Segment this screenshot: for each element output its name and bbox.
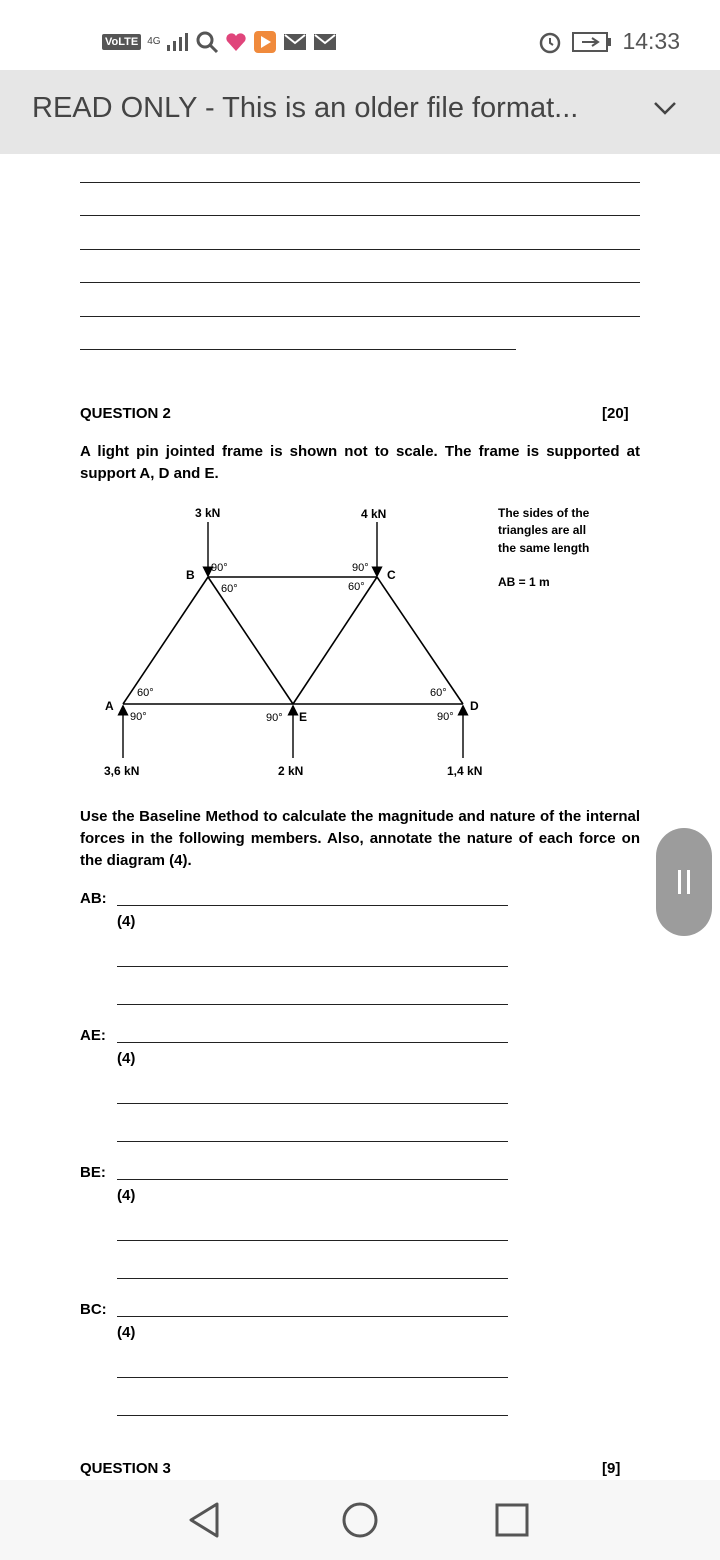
battery-icon (572, 31, 612, 53)
chevron-down-icon[interactable] (652, 98, 678, 118)
member-bc-marks: (4) (117, 1324, 136, 1341)
read-only-banner[interactable] (0, 70, 720, 154)
member-ab-label: AB: (80, 890, 107, 907)
answer-line[interactable] (117, 1377, 508, 1378)
back-icon[interactable] (185, 1500, 225, 1540)
grip-line (687, 870, 690, 894)
answer-line (80, 182, 640, 183)
truss-diagram (0, 500, 720, 800)
note-line-3: the same length (498, 541, 590, 555)
member-ab-marks: (4) (117, 913, 136, 930)
member-bc-label: BC: (80, 1301, 107, 1318)
answer-line[interactable] (117, 1179, 508, 1180)
search-icon (195, 30, 219, 54)
length-note: AB = 1 m (498, 575, 550, 589)
clock: 14:33 (622, 28, 680, 54)
note-line-1: The sides of the (498, 506, 590, 520)
load-b-label: 3 kN (195, 506, 221, 520)
answer-line[interactable] (117, 905, 508, 906)
angle-a-bot: 90° (130, 711, 147, 723)
answer-line[interactable] (117, 1004, 508, 1005)
home-icon[interactable] (340, 1500, 380, 1540)
node-b-label: B (186, 568, 195, 582)
answer-line (80, 215, 640, 216)
angle-d-in: 60° (430, 687, 447, 699)
reaction-d-label: 1,4 kN (447, 764, 483, 778)
volte-indicator: VoLTE (102, 34, 141, 50)
member-be-label: BE: (80, 1164, 106, 1181)
scroll-handle[interactable] (656, 828, 712, 936)
answer-line[interactable] (117, 1141, 508, 1142)
member-ab (123, 577, 208, 704)
answer-line (80, 249, 640, 250)
reaction-e-label: 2 kN (278, 764, 304, 778)
angle-d-bot: 90° (437, 711, 454, 723)
answer-line[interactable] (117, 966, 508, 967)
signal-icon (167, 33, 189, 51)
question-3-title: QUESTION 3 (80, 1460, 171, 1477)
member-ae-label: AE: (80, 1027, 106, 1044)
answer-line (80, 349, 516, 350)
alarm-icon (538, 30, 562, 54)
angle-c-in: 60° (348, 581, 365, 593)
reaction-a-label: 3,6 kN (104, 764, 140, 778)
member-be (208, 577, 293, 704)
recents-icon[interactable] (492, 1500, 532, 1540)
status-right (538, 28, 680, 55)
mail-icon-2 (313, 32, 337, 52)
answer-line[interactable] (117, 1278, 508, 1279)
question-2-title: QUESTION 2 (80, 405, 171, 422)
angle-c-top: 90° (352, 562, 369, 574)
status-left (102, 30, 337, 54)
question-3-marks: [9] (602, 1460, 621, 1477)
member-be-marks: (4) (117, 1187, 136, 1204)
node-c-label: C (387, 568, 396, 582)
angle-e-bot: 90° (266, 712, 283, 724)
banner-text: READ ONLY - This is an older file format... (32, 92, 579, 124)
mail-icon (283, 32, 307, 52)
grip-line (678, 870, 681, 894)
answer-line (80, 282, 640, 283)
load-c-label: 4 kN (361, 507, 387, 521)
network-type: 4G (147, 36, 161, 47)
play-store-icon (253, 30, 277, 54)
status-bar (0, 0, 720, 70)
member-ce (293, 577, 377, 704)
answer-line (80, 316, 640, 317)
answer-line[interactable] (117, 1103, 508, 1104)
angle-b-top: 90° (211, 562, 228, 574)
question-2-instructions: Use the Baseline Method to calculate the magnitude and nature of the internal forces in the following members. Also, annotate the nature of each force on the diagram (4). (80, 808, 640, 869)
navigation-bar (0, 1480, 720, 1560)
answer-line[interactable] (117, 1042, 508, 1043)
answer-line[interactable] (117, 1316, 508, 1317)
node-a-label: A (105, 699, 114, 713)
angle-a-in: 60° (137, 687, 154, 699)
answer-line[interactable] (117, 1240, 508, 1241)
member-ae-marks: (4) (117, 1050, 136, 1067)
question-2-intro: A light pin jointed frame is shown not to scale. The frame is supported at support A, D and E. (80, 443, 640, 482)
note-line-2: triangles are all (498, 523, 587, 537)
answer-line[interactable] (117, 1415, 508, 1416)
node-e-label: E (299, 710, 308, 724)
node-d-label: D (470, 699, 479, 713)
question-2-marks: [20] (602, 405, 629, 422)
heart-icon (225, 32, 247, 52)
member-cd (377, 577, 463, 704)
angle-b-in: 60° (221, 583, 238, 595)
